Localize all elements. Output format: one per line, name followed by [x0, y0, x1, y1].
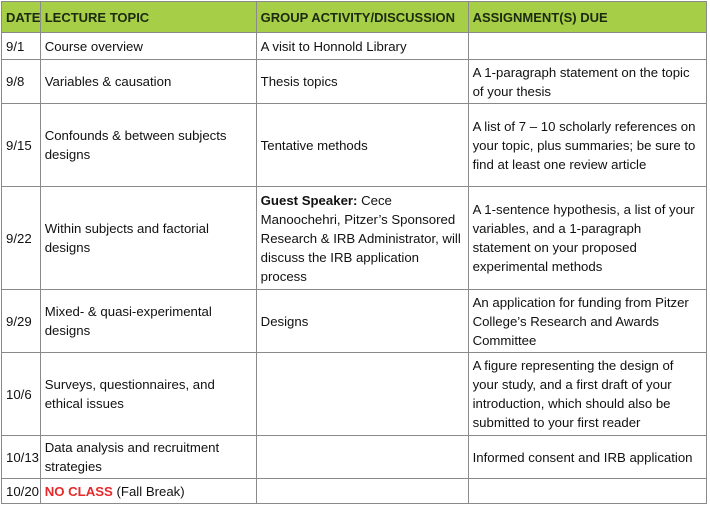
date-cell: 9/8 — [2, 60, 41, 104]
fall-break-text: (Fall Break) — [112, 483, 185, 499]
header-date: DATE — [2, 2, 41, 33]
date-cell: 10/13 — [2, 436, 41, 479]
header-group-activity: GROUP ACTIVITY/DISCUSSION — [256, 2, 468, 33]
assignment-cell — [468, 33, 706, 60]
header-row — [2, 2, 707, 33]
guest-speaker-label: Guest Speaker: — [260, 192, 358, 208]
assignment-cell: A 1-paragraph statement on the topic of your thesis — [468, 60, 706, 104]
table-row — [2, 60, 707, 104]
assignment-cell: An application for funding from Pitzer College’s Research and Awards Committee — [468, 290, 706, 353]
assignment-cell: Informed consent and IRB application — [468, 436, 706, 479]
group-cell — [256, 479, 468, 504]
date-cell: 9/1 — [2, 33, 41, 60]
topic-cell — [40, 479, 256, 504]
header-lecture-topic: LECTURE TOPIC — [40, 2, 256, 33]
group-cell — [256, 353, 468, 436]
topic-cell: Confounds & between subjects designs — [40, 104, 256, 187]
group-cell — [256, 187, 468, 290]
table-body — [2, 33, 707, 504]
no-class-label: NO CLASS — [44, 483, 113, 499]
date-cell: 9/29 — [2, 290, 41, 353]
topic-cell: Within subjects and factorial designs — [40, 187, 256, 290]
table-row — [2, 290, 707, 353]
group-cell — [256, 436, 468, 479]
topic-cell: Surveys, questionnaires, and ethical issues — [40, 353, 256, 436]
assignment-cell: A list of 7 – 10 scholarly references on your topic, plus summaries; be sure to find at least one review article — [468, 104, 706, 187]
date-cell: 9/22 — [2, 187, 41, 290]
assignment-cell — [468, 479, 706, 504]
table-header — [2, 2, 707, 33]
assignment-cell: A figure representing the design of your study, and a first draft of your introduction, which should also be submitted to your first reader — [468, 353, 706, 436]
table-row — [2, 479, 707, 504]
group-cell: A visit to Honnold Library — [256, 33, 468, 60]
topic-cell: Mixed- & quasi-experimental designs — [40, 290, 256, 353]
date-cell: 10/20 — [2, 479, 41, 504]
table-row — [2, 436, 707, 479]
group-cell: Thesis topics — [256, 60, 468, 104]
date-cell: 10/6 — [2, 353, 41, 436]
schedule-table — [1, 1, 707, 504]
header-assignments-due: ASSIGNMENT(S) DUE — [468, 2, 706, 33]
topic-cell: Variables & causation — [40, 60, 256, 104]
date-cell: 9/15 — [2, 104, 41, 187]
assignment-cell: A 1-sentence hypothesis, a list of your variables, and a 1-paragraph statement on your proposed experimental methods — [468, 187, 706, 290]
topic-cell: Course overview — [40, 33, 256, 60]
topic-cell: Data analysis and recruitment strategies — [40, 436, 256, 479]
group-cell: Tentative methods — [256, 104, 468, 187]
table-row — [2, 353, 707, 436]
table-row — [2, 187, 707, 290]
table-row — [2, 33, 707, 60]
guest-speaker-text: Cece Manoochehri, Pitzer’s Sponsored Research & IRB Administrator, will discuss the IRB application process — [260, 192, 461, 284]
table-row — [2, 104, 707, 187]
group-cell: Designs — [256, 290, 468, 353]
